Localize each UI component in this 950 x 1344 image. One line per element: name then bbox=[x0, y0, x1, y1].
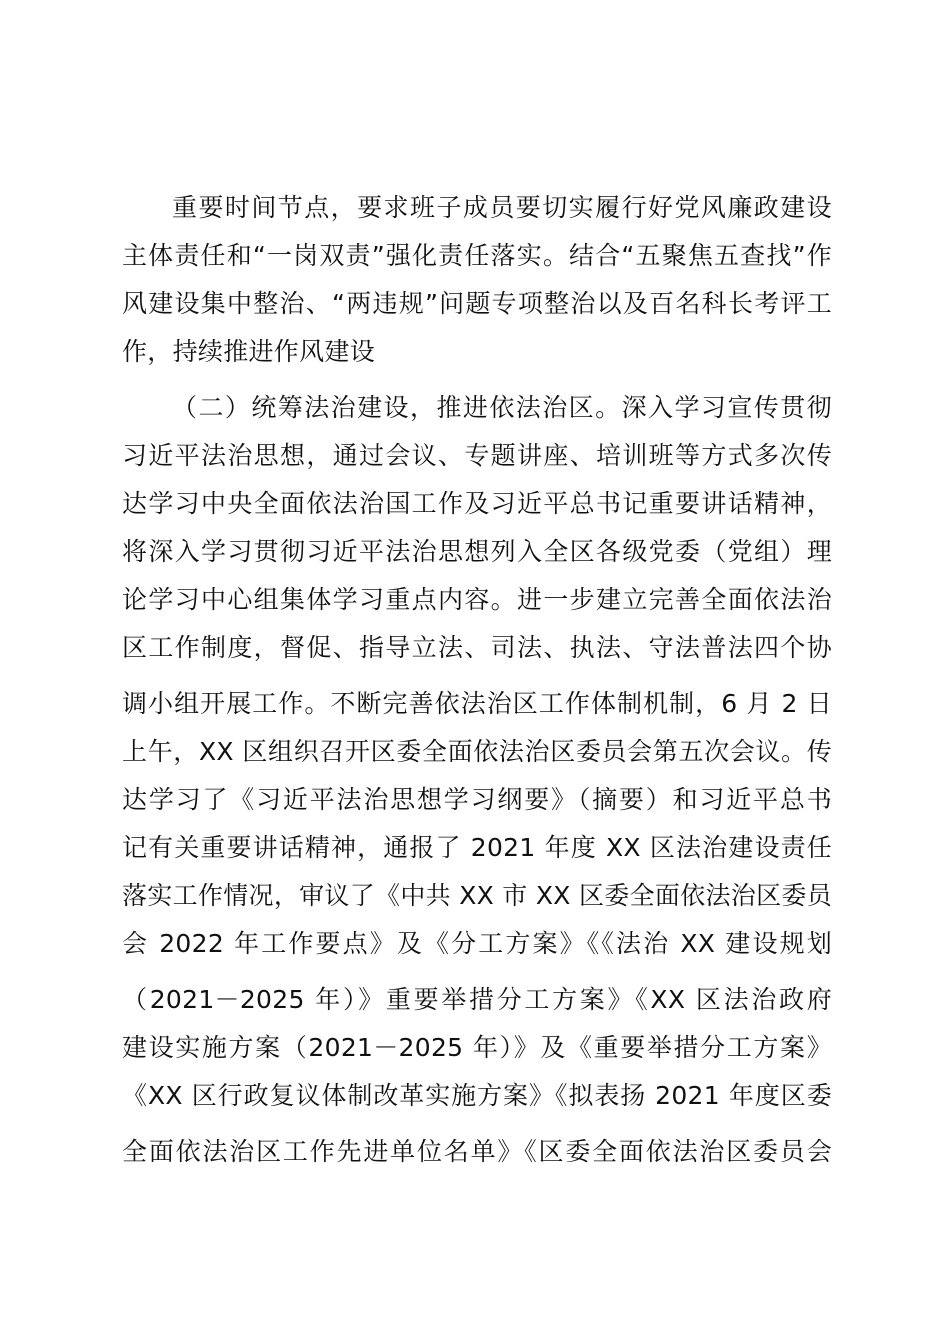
paragraph-line: 落实工作情况，审议了《中共 XX 市 XX 区委全面依法治区委员 bbox=[122, 881, 832, 910]
paragraph-line: 《XX 区行政复议体制改革实施方案》《拟表扬 2021 年度区委 bbox=[122, 1081, 832, 1110]
paragraph-line: 达学习中央全面依法治国工作及习近平总书记重要讲话精神， bbox=[122, 489, 832, 518]
paragraph-line: 记有关重要讲话精神，通报了 2021 年度 XX 区法治建设责任 bbox=[122, 833, 832, 862]
paragraph-line: 区工作制度，督促、指导立法、司法、执法、守法普法四个协 bbox=[122, 633, 832, 662]
section-heading-line: （二）统筹法治建设，推进依法治区。深入学习宣传贯彻 bbox=[172, 393, 832, 422]
paragraph-line: （2021－2025 年）》重要举措分工方案》《XX 区法治政府 bbox=[122, 985, 832, 1014]
paragraph-line: 风建设集中整治、“两违规”问题专项整治以及百名科长考评工 bbox=[122, 289, 832, 318]
paragraph-line: 主体责任和“一岗双责”强化责任落实。结合“五聚焦五查找”作 bbox=[122, 241, 832, 270]
paragraph-line: 重要时间节点，要求班子成员要切实履行好党风廉政建设 bbox=[172, 193, 832, 222]
paragraph-line: 全面依法治区工作先进单位名单》《区委全面依法治区委员会 bbox=[122, 1137, 832, 1166]
paragraph-line: 达学习了《习近平法治思想学习纲要》（摘要）和习近平总书 bbox=[122, 785, 832, 814]
paragraph-line-last: 作，持续推进作风建设 bbox=[122, 337, 376, 366]
paragraph-line: 建设实施方案（2021－2025 年）》及《重要举措分工方案》 bbox=[122, 1033, 832, 1062]
paragraph-line: 将深入学习贯彻习近平法治思想列入全区各级党委（党组）理 bbox=[122, 537, 832, 566]
paragraph-line: 习近平法治思想，通过会议、专题讲座、培训班等方式多次传 bbox=[122, 441, 832, 470]
paragraph-line: 上午，XX 区组织召开区委全面依法治区委员会第五次会议。传 bbox=[122, 737, 832, 766]
paragraph-line: 调小组开展工作。不断完善依法治区工作体制机制，6 月 2 日 bbox=[122, 689, 832, 718]
paragraph-line: 论学习中心组集体学习重点内容。进一步建立完善全面依法治 bbox=[122, 585, 832, 614]
paragraph-line: 会 2022 年工作要点》及《分工方案》《《法治 XX 建设规划 bbox=[122, 929, 832, 958]
